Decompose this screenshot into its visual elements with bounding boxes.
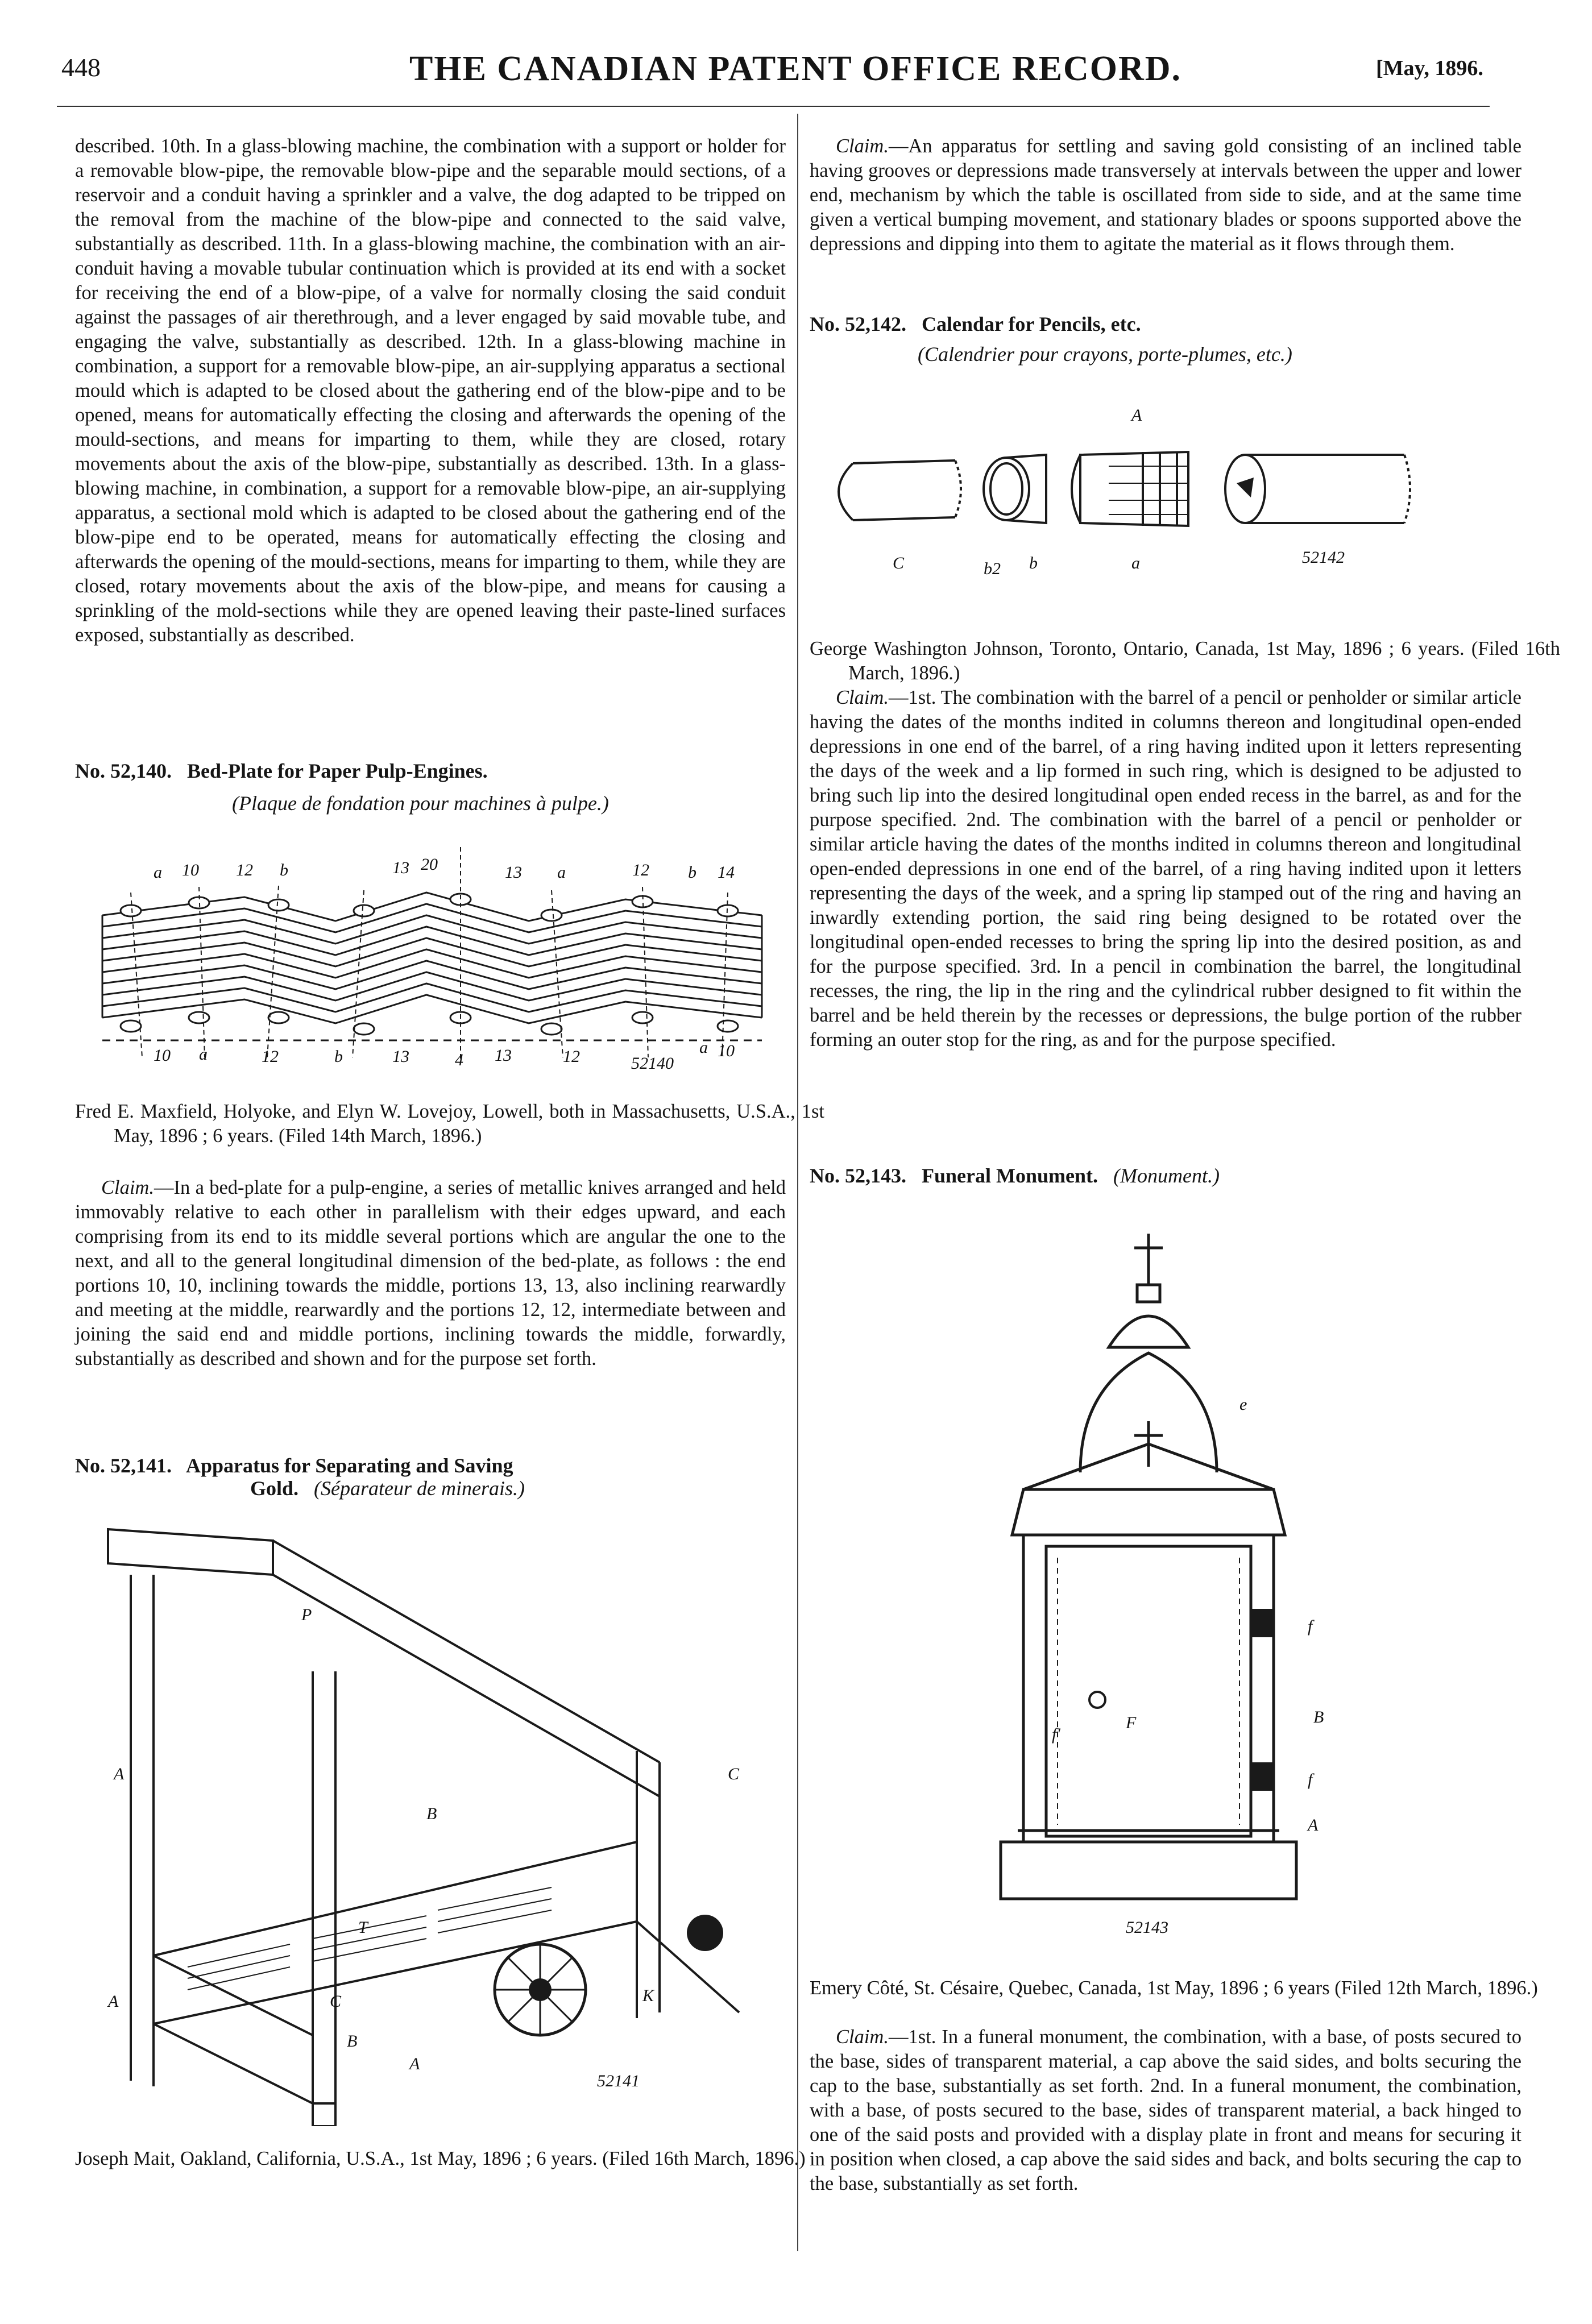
fig141-label-B2: B bbox=[347, 2032, 358, 2051]
claim-label: Claim. bbox=[836, 135, 889, 157]
patent-52140-inventors: Fred E. Maxfield, Holyoke, and Elyn W. Lovejoy, Lowell, both in Massachusetts, U.S.A., 1st May, 1896 ; 6 years. (Filed 14th March, 1896.) bbox=[75, 1101, 824, 1147]
fig140-label-14: 14 bbox=[718, 863, 735, 882]
funeral-monument-drawing bbox=[967, 1217, 1410, 1944]
patent-52140-french-title: (Plaque de fondation pour machines à pulpe.) bbox=[232, 792, 609, 815]
patent-52142-inventors: George Washington Johnson, Toronto, Ontario, Canada, 1st May, 1896 ; 6 years. (Filed 16th March, 1896.) bbox=[810, 638, 1560, 684]
patent-52140-title: Bed-Plate for Paper Pulp-Engines. bbox=[187, 760, 488, 782]
patent-52141-title-cont: Gold. bbox=[250, 1477, 299, 1500]
fig140-number: 52140 bbox=[631, 1054, 674, 1073]
fig143-label-F: F bbox=[1126, 1713, 1137, 1732]
page-number: 448 bbox=[61, 53, 101, 82]
patent-52142-number: No. 52,142. bbox=[810, 313, 906, 335]
patent-52142-french-title: (Calendrier pour crayons, porte-plumes, etc.) bbox=[918, 343, 1292, 366]
patent-52143-heading bbox=[810, 1163, 1220, 1188]
fig143-label-f-prime: f' bbox=[1052, 1725, 1060, 1744]
patent-52143-french-title: (Monument.) bbox=[1113, 1164, 1220, 1187]
fig140-label-b3: b bbox=[334, 1047, 343, 1066]
patent-52142-title: Calendar for Pencils, etc. bbox=[922, 313, 1141, 335]
bed-plate-drawing bbox=[97, 836, 779, 1080]
patent-52141-french-title: (Séparateur de minerais.) bbox=[314, 1477, 525, 1500]
fig140-label-a2: a bbox=[557, 863, 566, 882]
fig141-label-C2: C bbox=[330, 1992, 342, 2011]
patent-52141-title: Apparatus for Separating and Saving bbox=[186, 1454, 513, 1477]
patent-52143-number: No. 52,143. bbox=[810, 1164, 906, 1187]
fig140-label-10b: 10 bbox=[154, 1046, 171, 1065]
fig140-label-10c: 10 bbox=[718, 1041, 735, 1060]
fig143-number: 52143 bbox=[1126, 1918, 1168, 1937]
patent-52141-claim bbox=[810, 134, 1521, 256]
fig141-number: 52141 bbox=[597, 2072, 640, 2090]
patent-52142-claim bbox=[810, 686, 1521, 1052]
fig142-label-b2: b2 bbox=[984, 559, 1001, 578]
fig143-label-A: A bbox=[1308, 1816, 1319, 1835]
fig140-label-12c: 12 bbox=[262, 1047, 279, 1066]
patent-52140-number: No. 52,140. bbox=[75, 760, 172, 782]
claim-text: —An apparatus for settling and saving gold consisting of an inclined table having grooves or depressions made transversely at intervals between the upper and lower end, mechanism by which the table is oscillated from side to side, and at the same time given a vertical bumping movement, and stationary blades or spoons supported above the depressions and dipping into them to agitate the material as it flows through them. bbox=[810, 135, 1521, 255]
fig141-label-T: T bbox=[358, 1918, 368, 1937]
funeral-monument-figure bbox=[967, 1217, 1410, 1944]
claim-label: Claim. bbox=[836, 687, 889, 708]
patent-52142-heading bbox=[810, 312, 1141, 337]
fig141-label-B: B bbox=[426, 1804, 437, 1823]
claim-text: —1st. In a funeral monument, the combination, with a base, of posts secured to the base, sides of transparent material, a cap above the said sides, and bolts securing the cap to the base, substantially as set forth. 2nd. In a funeral monument, the combination, with a base, of posts secured to the base, sides of transparent material, a back hinged to one of the said posts and provided with a display plate in front and means for securing it in position when closed, a cap above the said sides and back, and bolts securing the cap to the base, substantially as set forth. bbox=[810, 2026, 1521, 2194]
patent-52143-claim bbox=[810, 2025, 1521, 2196]
fig140-label-a3: a bbox=[199, 1045, 208, 1064]
patent-52141-inventors: Joseph Mait, Oakland, California, U.S.A., 1st May, 1896 ; 6 years. (Filed 16th March, 1896.) bbox=[75, 2148, 806, 2169]
fig141-label-A3: A bbox=[409, 2055, 420, 2073]
fig140-label-10: 10 bbox=[182, 861, 199, 879]
claim-label: Claim. bbox=[836, 2026, 889, 2048]
fig142-label-b: b bbox=[1029, 554, 1038, 572]
issue-date: [May, 1896. bbox=[1376, 56, 1483, 80]
fig143-label-B: B bbox=[1313, 1708, 1324, 1727]
patent-52141-number: No. 52,141. bbox=[75, 1454, 172, 1477]
gold-separator-figure bbox=[85, 1524, 785, 2126]
fig140-label-12b: 12 bbox=[632, 861, 649, 879]
patent-52140-heading bbox=[75, 758, 488, 783]
fig142-label-a: a bbox=[1131, 554, 1140, 572]
gold-separator-drawing bbox=[85, 1524, 785, 2126]
fig140-label-12d: 12 bbox=[563, 1047, 580, 1066]
patent-52140-claim bbox=[75, 1176, 786, 1371]
claim-text: —1st. The combination with the barrel of a pencil or penholder or similar article having the dates of the months indited in columns thereon and longitudinal open-ended depressions in one end of the barrel, of a ring having indited upon it letters representing the days of the week and a lip formed in such ring, which is designed to be adjusted to bring such lip into the desired longitudinal open ended recess in the barrel, as and for the purpose specified. 2nd. The combination with the barrel of a pencil or penholder or similar article having the dates of the months indited in columns thereon and longitudinal open-ended depressions in one end of the barrel, of a ring having indited upon it letters representing the days of the week, and a spring lip stamped out of the ring and having an inwardly extending portion, the said ring being designed to be rotated over the longitudinal open-ended recesses to bring the spring lip into the desired position, as and for the purpose specified. 3rd. In a pencil in combination the barrel, the longitudinal recesses, the ring, the lip in the ring and the cylindrical rubber designed to fit within the barrel and be held therein by the recesses or depressions, the bulge portion of the rubber forming an outer stop for the ring, as and for the purpose specified. bbox=[810, 687, 1521, 1051]
header-rule bbox=[57, 106, 1490, 107]
fig141-label-A2: A bbox=[108, 1992, 119, 2011]
pencil-calendar-figure bbox=[813, 398, 1524, 608]
patent-52143-title: Funeral Monument. bbox=[922, 1164, 1098, 1187]
fig140-label-b: b bbox=[280, 861, 288, 879]
fig143-label-f2: f bbox=[1308, 1770, 1313, 1789]
fig140-label-4: 4 bbox=[455, 1051, 463, 1069]
fig143-label-f: f bbox=[1308, 1617, 1313, 1636]
fig141-label-A: A bbox=[114, 1765, 125, 1783]
fig143-label-e: e bbox=[1239, 1395, 1247, 1414]
fig140-label-b2: b bbox=[688, 863, 696, 882]
fig142-label-A: A bbox=[1131, 406, 1142, 425]
fig140-label-12: 12 bbox=[236, 861, 253, 879]
continued-claims-text: described. 10th. In a glass-blowing machine, the combination with a support or holder for a removable blow-pipe, the removable blow-pipe and the separable mould sections, of a reservoir and a conduit having a sprinkler and a valve, the dog adapted to be tripped on the removal from the machine of the blow-pipe and connected to the said valve, substantially as described. 11th. In a glass-blowing machine, the combination with an air-conduit having a movable tubular continuation which is provided at its end with a socket for receiving the end of a blow-pipe, of a valve for normally closing the said conduit against the passages of air therethrough, and a lever engaged by said movable tube, and engaging the valve, substantially as described. 12th. In a glass-blowing machine in combination, a support for a removable blow-pipe, an air-supplying apparatus a sectional mould which is adapted to be closed about the gathering end of the blow-pipe and to be opened, means for automatically effecting the closing and afterwards the opening of the mould-sections, and means for imparting to them, while they are closed, rotary movements about the axis of the blow-pipe, substantially as described. 13th. In a glass-blowing machine, in combination, a support for a removable blow-pipe, an air-supplying apparatus, a sectional mold which is adapted to be closed about the gathering end of the blow-pipe end to be operated, means for automatically effecting the closing and afterwards the opening of the mould-sections, means for imparting to them, while they are closed, rotary movements about the axis of the blow-pipe, and means for causing a sprinkling of the mold-sections while they are opened leaving their paste-lined surfaces exposed, substantially as described. bbox=[75, 135, 786, 646]
bed-plate-figure bbox=[97, 836, 779, 1080]
patent-52141-heading bbox=[75, 1453, 513, 1478]
fig140-label-13d: 13 bbox=[495, 1046, 512, 1065]
column-divider bbox=[797, 114, 798, 2251]
fig140-label-13: 13 bbox=[392, 858, 409, 877]
page-title: THE CANADIAN PATENT OFFICE RECORD. bbox=[409, 49, 1182, 88]
pencil-calendar-drawing bbox=[813, 398, 1524, 608]
fig141-label-K: K bbox=[642, 1986, 654, 2005]
claim-text: —In a bed-plate for a pulp-engine, a series of metallic knives arranged and held immovably relative to each other in parallelism with their edges upward, and each comprising from its end to its middle several portions which are angular the one to the next, and all to the general longitudinal dimension of the bed-plate, as follows : the end portions 10, 10, inclining towards the middle, portions 13, 13, also inclining rearwardly and meeting at the middle, rearwardly and the portions 12, 12, intermediate between and joining the said end and middle portions, inclining towards the middle, forwardly, substantially as described and shown and for the purpose set forth. bbox=[75, 1177, 786, 1370]
fig140-label-13c: 13 bbox=[392, 1047, 409, 1066]
fig140-label-a: a bbox=[154, 863, 162, 882]
fig140-label-13b: 13 bbox=[505, 863, 522, 882]
fig141-label-P: P bbox=[301, 1605, 312, 1624]
patent-52143-inventors: Emery Côté, St. Césaire, Quebec, Canada, 1st May, 1896 ; 6 years (Filed 12th March, 1896.) bbox=[810, 1977, 1538, 1999]
claim-label: Claim. bbox=[101, 1177, 154, 1198]
fig142-number: 52142 bbox=[1302, 548, 1345, 567]
fig140-label-20: 20 bbox=[421, 855, 438, 874]
fig140-label-a4: a bbox=[699, 1038, 708, 1057]
patent-52141-heading-line2 bbox=[250, 1476, 525, 1501]
fig141-label-C: C bbox=[728, 1765, 740, 1783]
fig142-label-C: C bbox=[893, 554, 905, 572]
